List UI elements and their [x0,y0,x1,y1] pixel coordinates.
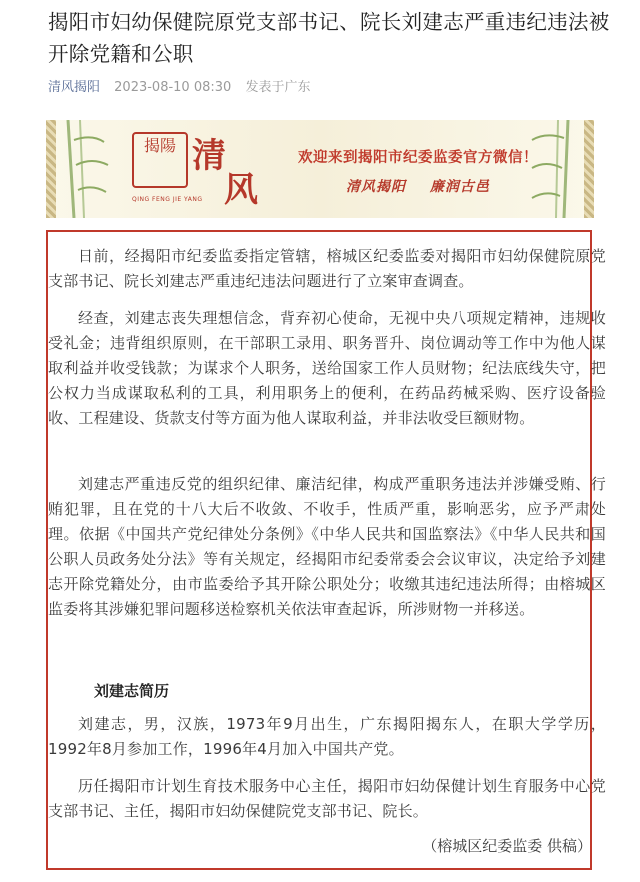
slogan-part-1: 清风揭阳 [346,179,406,195]
bamboo-left-icon [56,120,116,218]
logo-pinyin: QING FENG JIE YANG [132,196,203,203]
header-banner-image [46,120,594,218]
banner-welcome-text: 欢迎来到揭阳市纪委监委官方微信！ [298,150,538,166]
paragraph-intro: 日前，经揭阳市纪委监委指定管辖，榕城区纪委监委对揭阳市妇幼保健院原党支部书记、院长刘建志严重违纪违法问题进行了立案审查调查。 [48,247,606,290]
paragraph-decision: 刘建志严重违反党的组织纪律、廉洁纪律，构成严重职务违法并涉嫌受贿、行贿犯罪，且在党的十八大后不收敛、不收手，性质严重，影响恶劣，应予严肃处理。依据《中国共产党纪律处分条例》《中华人民共和国监察法》《中华人民共和国公职人员政务处分法》等有关规定，经揭阳市纪委常委会会议审议，决定给予刘建志开除党籍处分，由市监委给予其开除公职处分；收缴其违纪违法所得；由榕城区监委将其涉嫌犯罪问题移送检察机关依法审查起诉，所涉财物一并移送。 [48,475,606,618]
bio-heading: 刘建志简历 [94,682,170,700]
article-meta [48,76,310,95]
publish-location: 发表于广东 [245,80,311,95]
paragraph-career: 历任揭阳市计划生育技术服务中心主任，揭阳市妇幼保健计划生育服务中心党支部书记、主任，揭阳市妇幼保健院党支部书记、院长。 [48,777,606,820]
banner-border-left [46,120,56,218]
slogan-part-2: 廉润古邑 [429,179,490,195]
banner-border-right [584,120,594,218]
article-source: （榕城区纪委监委 供稿） [422,837,592,855]
banner-slogan [346,176,508,196]
paragraph-bio: 刘建志，男，汉族，1973年9月出生，广东揭阳揭东人，在职大学学历，1992年8月参加工作，1996年4月加入中国共产党。 [48,715,606,758]
publish-time: 2023-08-10 08:30 [114,80,232,95]
article-title: 揭阳市妇幼保健院原党支部书记、院长刘建志严重违纪违法被开除党籍和公职 [48,10,610,66]
bamboo-right-icon [524,120,584,218]
logo-char-feng: 风 [224,170,258,210]
logo-char-qing: 清 [192,136,226,176]
jieyang-seal: 揭陽 [132,132,188,188]
paragraph-findings: 经查，刘建志丧失理想信念，背弃初心使命，无视中央八项规定精神，违规收受礼金；违背组织原则，在干部职工录用、职务晋升、岗位调动等工作中为他人谋取利益并收受钱款；为谋求个人职务，送给国家工作人员财物；纪法底线失守，把公权力当成谋取私利的工具，利用职务上的便利，在药品药械采购、医疗设备验收、工程建设、货款支付等方面为他人谋取利益，并非法收受巨额财物。 [48,309,606,427]
qingfeng-logo [132,128,274,210]
account-name-link[interactable]: 清风揭阳 [48,80,101,95]
